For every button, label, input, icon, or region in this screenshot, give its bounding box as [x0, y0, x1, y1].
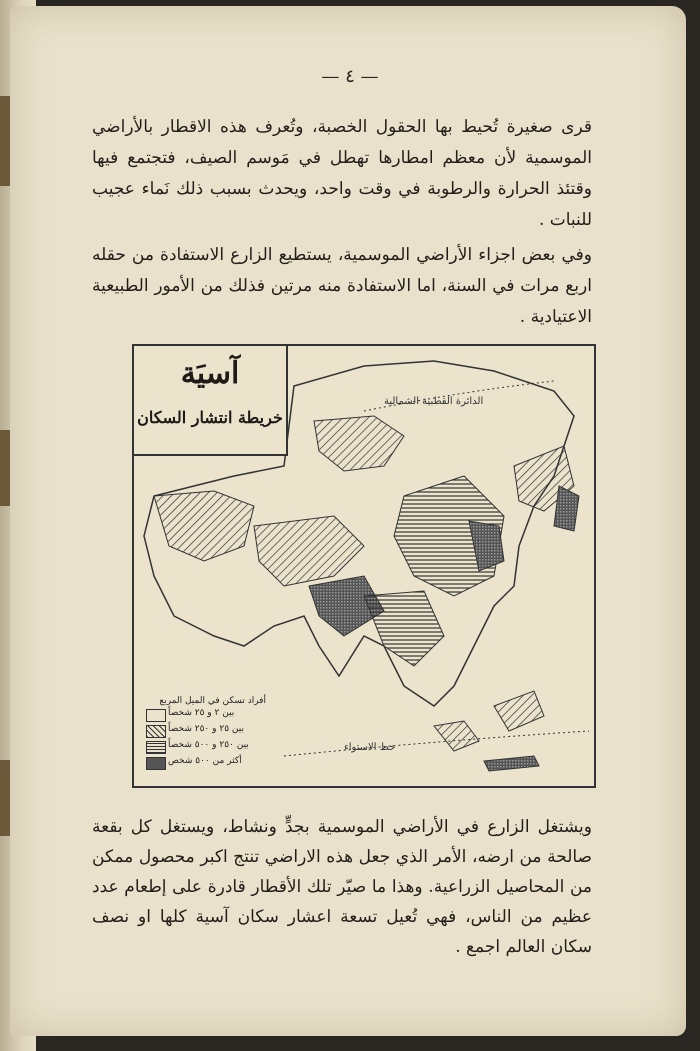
- equator-label: خط الاستواء: [344, 742, 396, 753]
- legend-item: [146, 756, 266, 770]
- paragraph: ويشتغل الزارع في الأراضي الموسمية بجدٍّ ونشاط، ويستغل كل بقعة صالحة من ارضه، الأمر الذي جعل هذه الاراضي تنتج اكبر محصول ممكن من المحاصيل الزراعية. وهذا ما صيّر تلك الأقطار قادرة على إطعام عدد عظيم من الناس، فهي تُعيل تسعة اعشار سكان آسية كلها او نصف سكان العالم اجمع .: [92, 817, 592, 957]
- island: [434, 721, 479, 751]
- legend-label: أكثر من ٥٠٠ شخص: [168, 756, 242, 766]
- map-title: آسيَة: [180, 356, 240, 391]
- legend-title: أفراد تسكن في الميل المربع: [159, 696, 266, 706]
- density-region: [554, 486, 579, 531]
- map-legend: [146, 696, 266, 772]
- map-subtitle: خريطة انتشار السكان: [137, 408, 283, 427]
- legend-label: بين ٢ و ٢٥ شخصاً: [168, 708, 235, 718]
- legend-swatch: [146, 741, 166, 754]
- paragraph: وفي بعض اجزاء الأراضي الموسمية، يستطيع الزارع الاستفادة من حقله اربع مرات في السنة، اما الاستفادة منه مرتين فذلك من الأمور الطبيعية الاعتيادية .: [92, 245, 592, 327]
- legend-item: [146, 740, 266, 754]
- legend-label: بين ٢٥٠ و ٥٠٠ شخصاً: [168, 740, 249, 750]
- map-title-box: [134, 346, 288, 456]
- legend-swatch: [146, 725, 166, 738]
- legend-item: [146, 708, 266, 722]
- island: [484, 756, 539, 771]
- arctic-circle-label: الدائرة القطبية الشمالية: [384, 396, 484, 407]
- population-map: [132, 344, 596, 788]
- bottom-text-block: [92, 812, 592, 966]
- paragraph: قرى صغيرة تُحيط بها الحقول الخصبة، وتُعرف هذه الاقطار بالأراضي الموسمية لأن معظم امطارها تهطل في مَوسم الصيف، فتجتمع فيها وقتئذ الحرارة والرطوبة في وقت واحد، ويحدث بسبب ذلك نَماء عجيب للنبات .: [92, 117, 592, 230]
- island: [494, 691, 544, 731]
- equator-line: [284, 731, 589, 756]
- legend-swatch: [146, 709, 166, 722]
- legend-swatch: [146, 757, 166, 770]
- legend-item: [146, 724, 266, 738]
- legend-label: بين ٢٥ و ٢٥٠ شخصاً: [168, 724, 244, 734]
- top-text-block: [92, 112, 592, 337]
- page-number: — ٤ —: [321, 66, 379, 87]
